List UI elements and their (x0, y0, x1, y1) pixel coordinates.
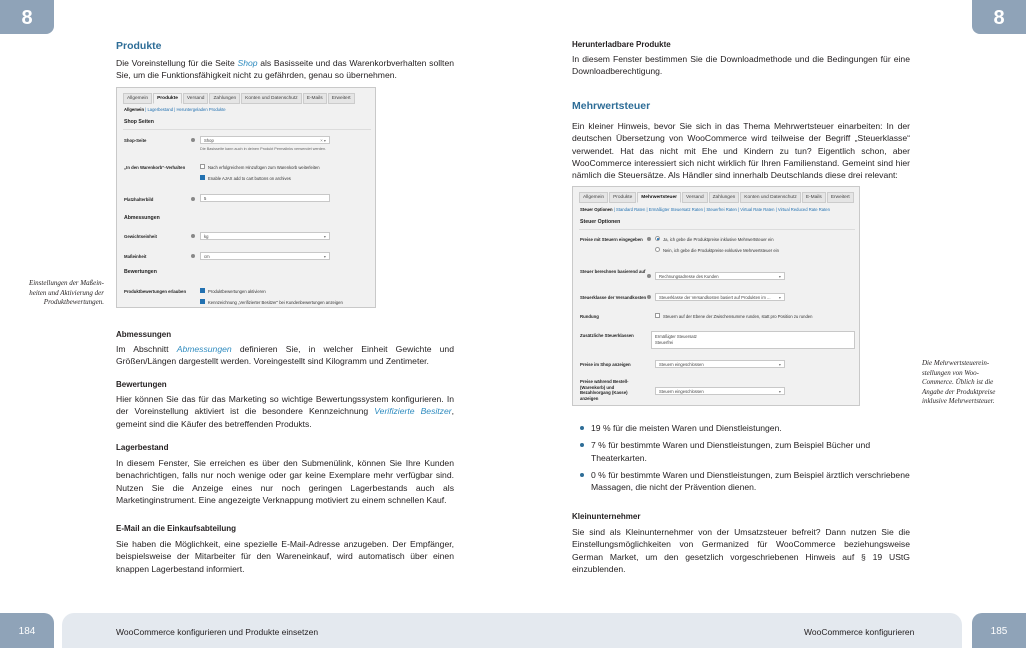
heading-lagerbestand: Lagerbestand (116, 443, 169, 452)
dropdown-arrow-icon: ▾ (778, 274, 781, 279)
select-shipping-tax[interactable]: Steuerklasse der Versandkosten basiert auf Produkten im ... ▾ (655, 293, 785, 301)
heading-kleinunternehmer: Kleinunternehmer (572, 512, 641, 521)
paragraph-abmessungen: Im Abschnitt Abmessungen definieren Sie, in welcher Einheit Gewichte und Größen/Längen dargestellt werden. Voreingestellt sind Kilogramm und Zentimeter. (116, 344, 454, 367)
radio-prices-incl[interactable] (655, 236, 660, 241)
label-shipping-tax: Steuerklasse der Versandkosten (580, 295, 647, 300)
heading-mehrwertsteuer: Mehrwertsteuer (572, 100, 651, 112)
tab-mehrwertsteuer[interactable]: Mehrwertsteuer (637, 192, 681, 203)
checkbox-redirect[interactable] (200, 164, 205, 169)
settings-tabs (123, 93, 356, 104)
dropdown-arrow-icon: ▾ (323, 254, 326, 259)
dropdown-arrow-icon: ▾ (778, 295, 781, 300)
label-prices-cart: Preise während Bestell- (Warenkorb) und Bezahlvorgang (Kasse) anzeigen (580, 379, 629, 401)
dropdown-arrow-icon: ▾ (323, 234, 326, 239)
heading-email: E-Mail an die Einkaufsabteilung (116, 524, 237, 533)
label-rounding: Rundung (580, 314, 599, 319)
link-shop: Shop (237, 58, 258, 68)
label-placeholder: Platzhalterbild (124, 197, 154, 202)
help-icon (647, 295, 651, 299)
option-prices-excl: Nein, ich gebe die Produktpreise exklusive Mehrwertsteuer ein (663, 248, 779, 253)
tab-emails[interactable]: E-Mails (303, 93, 327, 104)
tab-zahlungen[interactable]: Zahlungen (209, 93, 240, 104)
tab-konten[interactable]: Konten und Datenschutz (740, 192, 801, 203)
tab-erweitert[interactable]: Erweitert (328, 93, 355, 104)
running-title-right: WooCommerce konfigurieren (804, 627, 915, 637)
select-prices-in-shop[interactable]: Steuern eingeschlossen ▾ (655, 360, 785, 368)
tab-emails[interactable]: E-Mails (802, 192, 826, 203)
subnav-active[interactable]: Allgemein (124, 107, 145, 112)
section-reviews: Bewertungen (124, 269, 157, 275)
help-icon (191, 234, 195, 238)
screenshot-product-settings (116, 87, 376, 308)
label-cart-behaviour: „In den Warenkorb“-Verhalten (124, 165, 186, 170)
select-prices-cart[interactable]: Steuern eingeschlossen ▾ (655, 387, 785, 395)
tab-produkte[interactable]: Produkte (609, 192, 636, 203)
help-icon (191, 138, 195, 142)
checkbox-enable-reviews[interactable] (200, 288, 205, 293)
checkbox-ajax[interactable] (200, 175, 205, 180)
help-icon (191, 197, 195, 201)
textarea-additional-classes[interactable]: Ermäßigter Steuersatz Steuerfrei (651, 331, 855, 349)
list-item: 7 % für bestimmte Waren und Dienstleistungen, zum Beispiel Bücher und Theaterkarten. (572, 439, 912, 464)
help-icon (647, 237, 651, 241)
select-calc-based-on[interactable]: Rechnungsadresse des Kunden ▾ (655, 272, 785, 280)
label-weight-unit: Gewichtseinheit (124, 234, 157, 239)
help-icon (647, 274, 651, 278)
heading-produkte: Produkte (116, 40, 162, 52)
option-ajax: Enable AJAX add to cart buttons on archives (208, 176, 291, 181)
list-item: 0 % für bestimmte Waren und Dienstleistungen, zum Beispiel ärztlich verschriebene Massagen, die nicht der Prävention dienen. (572, 469, 912, 494)
option-enable-reviews: Produktbewertungen aktivieren (208, 289, 266, 294)
tab-konten[interactable]: Konten und Datenschutz (241, 93, 302, 104)
label-shop-page: Shop-Seite (124, 138, 147, 143)
dropdown-arrow-icon: × ▾ (320, 138, 326, 143)
caption-left: Einstellungen der Maßein- heiten und Aktivierung der Produktbewertungen. (28, 279, 104, 306)
help-icon (191, 254, 195, 258)
paragraph-herunterladbar: In diesem Fenster bestimmen Sie die Downloadmethode und die Bedingungen für eine Downloadberechtigung. (572, 54, 910, 77)
divider (579, 229, 855, 230)
input-placeholder[interactable]: 5 (200, 194, 330, 202)
heading-herunterladbar: Herunterladbare Produkte (572, 40, 671, 49)
label-prices-entered: Preise mit Steuern eingegeben (580, 237, 643, 242)
subnav-active[interactable]: Steuer Optionen (580, 207, 613, 212)
tab-versand[interactable]: Versand (682, 192, 708, 203)
hint-shop-page: Die Basisseite kann auch in deinen Produkt Permalinks verwendet werden. (200, 147, 327, 151)
tab-allgemein[interactable]: Allgemein (123, 93, 152, 104)
paragraph-email: Sie haben die Möglichkeit, eine spezielle E-Mail-Adresse anzugeben. Der Empfänger, beispielsweise der Mitarbeiter für den Wareneinkauf, wird automatisch über einen knappen Lagerbestand informiert. (116, 539, 454, 574)
chapter-tab-left: 8 (0, 0, 54, 34)
chapter-tab-right: 8 (972, 0, 1026, 34)
checkbox-rounding[interactable] (655, 313, 660, 318)
subnav-links[interactable]: | Lagerbestand | Heruntergeladen Produkte (145, 107, 226, 112)
subnav (580, 207, 830, 212)
settings-tabs (579, 192, 855, 203)
screenshot-tax-settings (572, 186, 860, 406)
divider (123, 129, 371, 130)
checkbox-verified-owner[interactable] (200, 299, 205, 304)
paragraph-mehrwertsteuer: Ein kleiner Hinweis, bevor Sie sich in das Thema Mehrwertsteuer einarbeiten: In der deutschen Übersetzung von WooCommerce wird teilweise der Begriff „Steuerklasse“ verwendet. Hat das nicht mit Ehe und Kindern zu tun? Eigentlich schon, aber WooCommerce interessiert sich nicht wirklich für Ihren Familienstand. Gemeint sind hier nämlich die Steuersätze. Als Händler sind innerhalb Deutschlands diese drei relevant: (572, 121, 910, 181)
tax-rate-list (572, 422, 912, 498)
label-prices-in-shop: Preise im Shop anzeigen (580, 362, 631, 367)
section-dimensions: Abmessungen (124, 215, 160, 221)
heading-bewertungen: Bewertungen (116, 380, 167, 389)
tab-erweitert[interactable]: Erweitert (827, 192, 854, 203)
heading-abmessungen: Abmessungen (116, 330, 172, 339)
page-number-right: 185 (972, 613, 1026, 648)
tab-zahlungen[interactable]: Zahlungen (709, 192, 740, 203)
radio-prices-excl[interactable] (655, 247, 660, 252)
subnav (124, 107, 226, 112)
tab-versand[interactable]: Versand (183, 93, 209, 104)
select-shop-page[interactable]: Shop × ▾ (200, 136, 330, 144)
page-number-left: 184 (0, 613, 54, 648)
dropdown-arrow-icon: ▾ (778, 362, 781, 367)
label-enable-reviews: Produktbewertungen erlauben (124, 289, 187, 294)
running-title-left: WooCommerce konfigurieren und Produkte einsetzen (116, 627, 319, 637)
label-dimension-unit: Maßeinheit (124, 254, 147, 259)
subnav-links[interactable]: | Standard Raten | Ermäßigter Steuersatz Raten | Steuerfrei Raten | Virtual Rate Raten | Virtual Reduced Rate Raten (613, 207, 830, 212)
option-redirect: Nach erfolgreichem Hinzufügen zum Warenkorb weiterleiten (208, 165, 320, 170)
tab-produkte[interactable]: Produkte (153, 93, 182, 104)
section-shop-pages: Shop Seiten (124, 119, 154, 125)
option-prices-incl: Ja, ich gebe die Produktpreise inklusive Mehrwertsteuer ein (663, 237, 774, 242)
option-rounding: Steuern auf der Ebene der Zwischensumme runden, statt pro Position zu runden (663, 314, 813, 319)
section-tax-options: Steuer Optionen (580, 219, 621, 225)
paragraph-lagerbestand: In diesem Fenster, Sie erreichen es über den Submenülink, können Sie Ihre Kunden benachrichtigen, falls nur noch wenige oder gar keine Exemplare mehr verfügbar sind. Nutzen Sie die Anzeige eines nur noch geringen Lagerbestands auch als Marketinginstrument. Eine angezeigte Verknappung motiviert zu einem schnellen Kauf. (116, 458, 454, 505)
tab-allgemein[interactable]: Allgemein (579, 192, 608, 203)
select-weight-unit[interactable]: kg ▾ (200, 232, 330, 240)
dropdown-arrow-icon: ▾ (778, 389, 781, 394)
paragraph-produkte: Die Voreinstellung für die Seite Shop als Basisseite und das Warenkorbverhalten sollten Sie, um die Funktionsfähigkeit nicht zu gefährden, genau so übernehmen. (116, 58, 454, 81)
list-item: 19 % für die meisten Waren und Dienstleistungen. (572, 422, 912, 434)
paragraph-bewertungen: Hier können Sie das für das Marketing so wichtige Bewertungssystem konfigurieren. In der Voreinstellung aktiviert ist die besondere Kennzeichnung Verifizierte Besitzer, gemeint sind die Käufer des betreffenden Produkts. (116, 394, 455, 429)
caption-right: Die Mehrwertsteuerein- stellungen von Woo- Commerce. Üblich ist die Angabe der Produktpreise inklusive Mehrwertsteuer. (922, 359, 996, 405)
option-verified-owner: Kennzeichnung „Verifizierter Besitzer“ bei Kundenbewertungen anzeigen (208, 300, 343, 305)
label-additional-classes: Zusätzliche Steuerklassen (580, 333, 634, 338)
select-dimension-unit[interactable]: cm ▾ (200, 252, 330, 260)
paragraph-kleinunternehmer: Sie sind als Kleinunternehmer von der Umsatzsteuer befreit? Dann nutzen Sie die Einstellungsmöglichkeiten von Germanized für WooCommerce beziehungsweise German Market, um den gesetzlich vorgeschriebenen Hinweis auf § 19 UStG einzublenden. (572, 527, 910, 574)
label-calc-based-on: Steuer berechnen basierend auf (580, 269, 646, 274)
